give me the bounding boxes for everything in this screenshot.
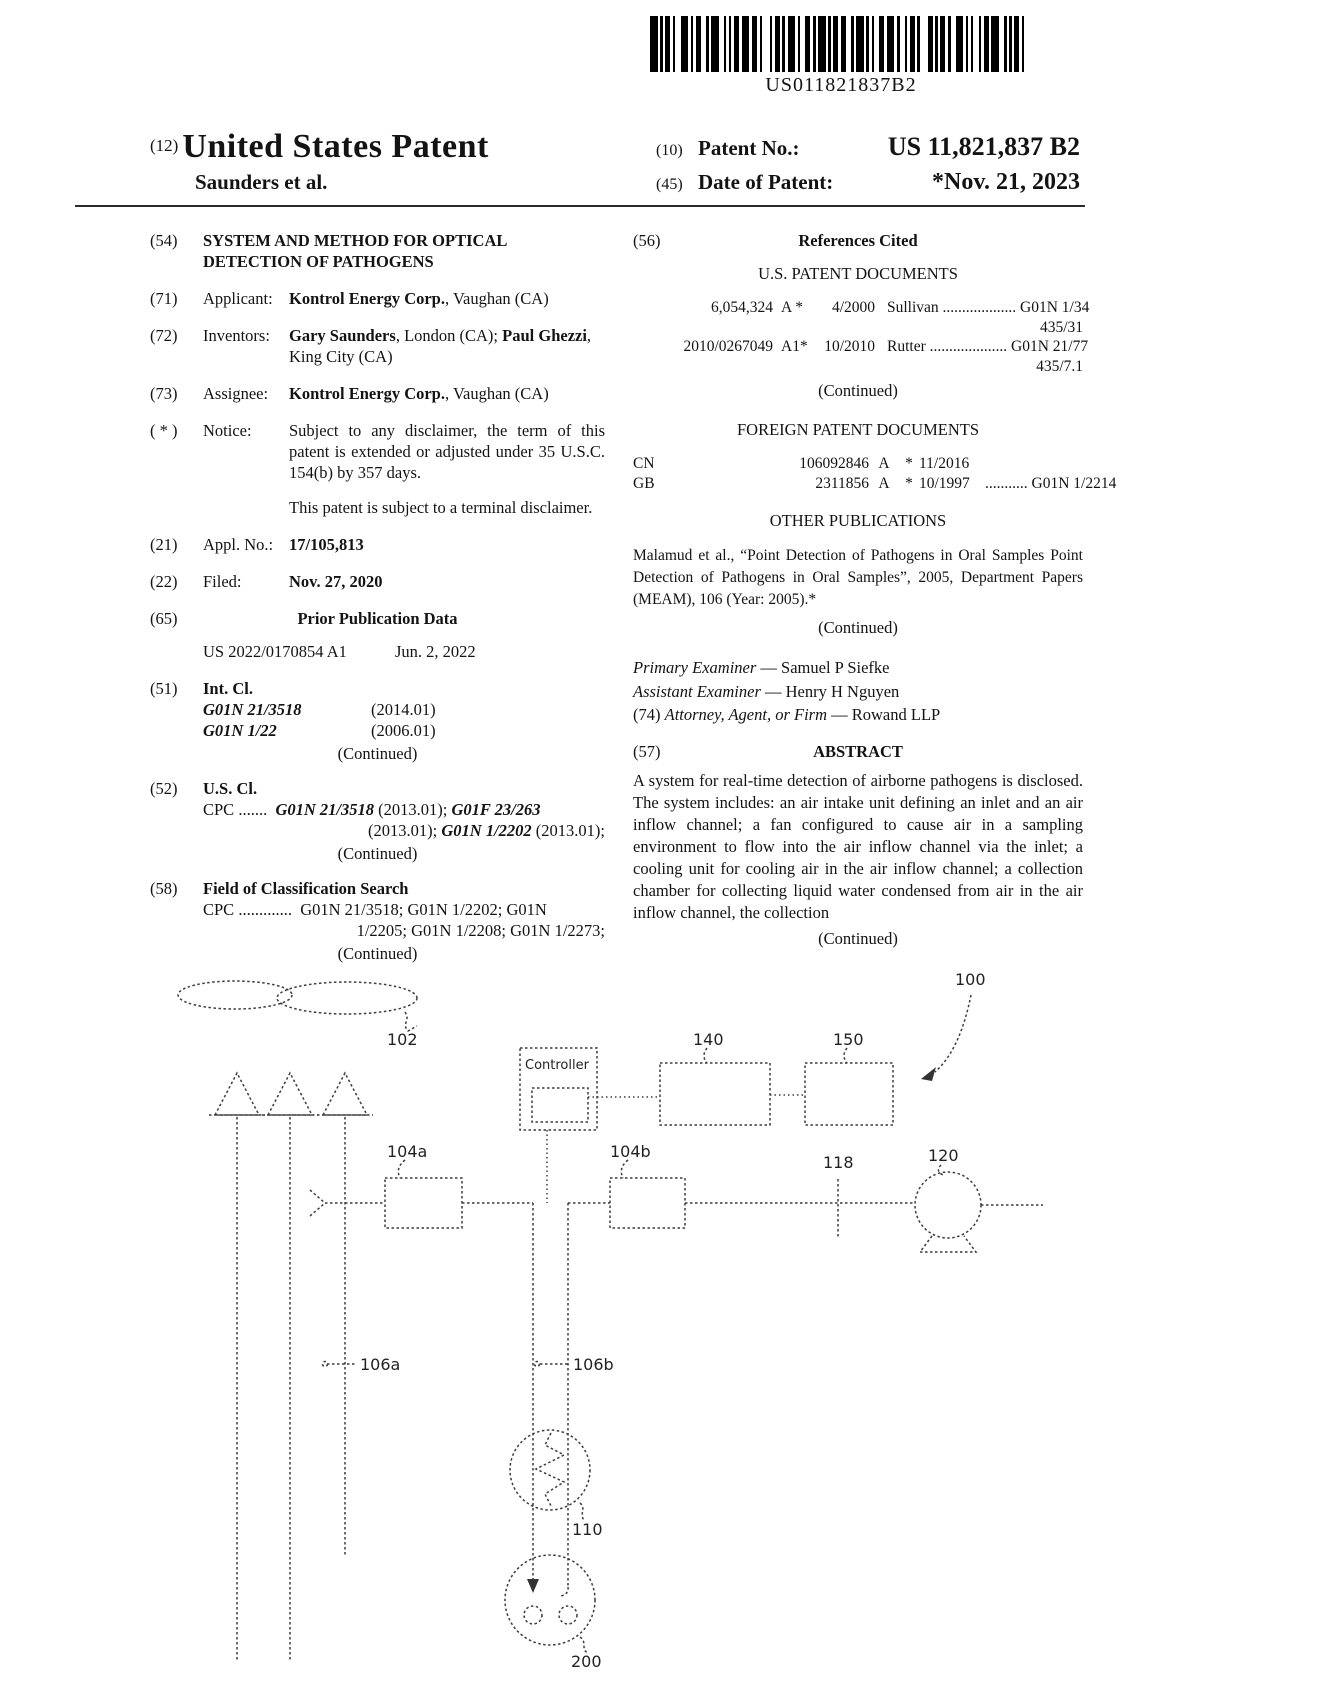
- inventor-location: , London (CA);: [395, 326, 503, 345]
- class-code: G01N 21/3518: [203, 700, 302, 719]
- assignee-label: Assignee:: [203, 384, 269, 403]
- patent-date-label: Date of Patent:: [698, 170, 834, 194]
- field-21-appl-no: [150, 534, 605, 555]
- inventor-location: , King City (CA): [289, 326, 592, 366]
- cpc-label: CPC: [203, 900, 235, 919]
- continued-marker: (Continued): [818, 928, 898, 948]
- references-cited-heading: References Cited: [798, 231, 918, 250]
- applicant-name: Kontrol Energy Corp.: [289, 289, 445, 308]
- component-box-140: [660, 1063, 770, 1125]
- arrowhead-100: [921, 1067, 936, 1081]
- foreign-patent-documents-table: [633, 454, 1117, 494]
- field-number: (52): [150, 779, 178, 798]
- doc-class: G01N 21/77: [1011, 338, 1089, 355]
- field-51-int-cl: [150, 678, 605, 699]
- attorney-line: [633, 703, 1083, 727]
- continued-marker: (Continued): [818, 618, 898, 637]
- doc-number: 6,054,324: [711, 299, 773, 316]
- class-year: (2006.01): [371, 721, 436, 740]
- us-cl-cpc-line-2: [203, 820, 605, 841]
- continued-marker: (Continued): [818, 381, 898, 400]
- leader-dots: .............: [238, 900, 292, 919]
- foreign-patent-row: [633, 454, 1083, 474]
- controller-label: Controller: [525, 1058, 589, 1073]
- class-code: G01N 1/22: [203, 721, 277, 740]
- field-number: (71): [150, 289, 178, 308]
- leader-104a: [398, 1160, 405, 1178]
- continued-marker: (Continued): [337, 944, 418, 963]
- field-number: (58): [150, 879, 178, 898]
- right-column: [633, 230, 1117, 963]
- field-number: ( * ): [150, 421, 178, 440]
- class-year: (2014.01): [371, 700, 436, 719]
- drain-port: [524, 1606, 542, 1624]
- field-22-filed: [150, 571, 605, 592]
- inventors-label: Inventors:: [203, 326, 270, 345]
- inventor-name: Paul Ghezzi: [502, 326, 587, 345]
- int-cl-row: [203, 720, 605, 741]
- field-number: (51): [150, 679, 178, 698]
- fan-circle-120: [915, 1172, 981, 1238]
- notice-paragraph-1: Subject to any disclaimer, the term of this patent is extended or adjusted under 35 U.S.C. 154(b) by 357 days.: [289, 421, 605, 482]
- header-right: [656, 132, 1080, 203]
- inlet-y: [310, 1190, 325, 1216]
- header-divider: [75, 205, 1085, 207]
- doc-date: 4/2000: [831, 299, 875, 316]
- country-code: GB: [633, 475, 655, 492]
- examiner-block: [633, 656, 1083, 727]
- patent-drawing: [75, 955, 1085, 1680]
- class-code: G01F 23/263: [451, 800, 541, 819]
- doc-class: G01N 1/34: [1020, 299, 1090, 316]
- other-publication-citation: Malamud et al., “Point Detection of Pathogens in Oral Samples Point Detection of Pathogens in Oral Samples”, 2005, Department Papers (MEAM), 106 (Year: 2005).*: [633, 547, 1083, 608]
- component-box-104a: [385, 1178, 462, 1228]
- field-73-assignee: [150, 383, 605, 404]
- attorney-name: — Rowand LLP: [827, 705, 941, 724]
- int-cl-heading: Int. Cl.: [203, 679, 253, 698]
- filed-value: Nov. 27, 2020: [289, 572, 383, 591]
- figure-ref-104b: 104b: [610, 1142, 651, 1161]
- doc-kind: A1*: [781, 338, 808, 355]
- cpc-label: CPC: [203, 800, 235, 819]
- leader-110: [580, 1503, 585, 1521]
- cloud-shape: [277, 982, 417, 1014]
- doc-class: G01N 1/2214: [1031, 475, 1117, 492]
- field-search-line-2: 1/2205; G01N 1/2208; G01N 1/2273;: [356, 921, 605, 940]
- notice-paragraph-2: This patent is subject to a terminal disclaimer.: [289, 498, 593, 517]
- field-56-references: [633, 230, 1083, 251]
- barcode-block: [598, 16, 1084, 97]
- arrowhead-into-200: [527, 1579, 539, 1593]
- prior-publication-heading: Prior Publication Data: [297, 609, 458, 628]
- leader-106a-dot: [323, 1362, 328, 1367]
- leader-100: [935, 995, 971, 1072]
- pipe-right: [568, 1203, 1043, 1205]
- class-code: G01N 1/2202: [441, 821, 532, 840]
- doc-inventor: Rutter: [887, 338, 926, 355]
- doc-date: 11/2016: [919, 455, 970, 472]
- doc-inventor: Sullivan: [887, 299, 939, 316]
- doc-kind: A: [878, 455, 890, 472]
- class-year: (2013.01);: [531, 821, 605, 840]
- leader-dots: ...................: [942, 299, 1017, 316]
- primary-examiner-name: — Samuel P Siefke: [756, 658, 890, 677]
- foreign-patent-documents-heading: FOREIGN PATENT DOCUMENTS: [736, 420, 980, 439]
- field-number: (65): [150, 609, 178, 628]
- filed-label: Filed:: [203, 572, 242, 591]
- prior-publication-number: US 2022/0170854 A1: [203, 642, 347, 661]
- drain-port: [559, 1606, 577, 1624]
- us-patent-documents-table: [633, 298, 1090, 376]
- component-box-150: [805, 1063, 893, 1125]
- doc-number: 2311856: [815, 475, 869, 492]
- field-search-line-1: [203, 899, 605, 920]
- doc-date: 10/1997: [919, 475, 970, 492]
- header-left: [150, 128, 489, 195]
- field-number: (57): [633, 741, 661, 761]
- leader-102: [405, 1012, 417, 1031]
- appl-no-value: 17/105,813: [289, 535, 364, 554]
- continued-marker: (Continued): [337, 744, 418, 763]
- attorney-label: Attorney, Agent, or Firm: [664, 705, 828, 724]
- applicant-label: Applicant:: [203, 289, 273, 308]
- field-number: (56): [633, 231, 661, 250]
- field-52-us-cl: [150, 778, 605, 799]
- field-number: (10): [656, 142, 683, 159]
- leader-150: [844, 1048, 847, 1063]
- patent-number-row: [656, 132, 1080, 162]
- abstract-heading: ABSTRACT: [813, 741, 903, 761]
- document-title: United States Patent: [182, 128, 489, 165]
- leader-200: [580, 1637, 588, 1653]
- us-patent-row: [633, 298, 1090, 318]
- inventor-name: Gary Saunders: [289, 326, 396, 345]
- class-code: G01N 21/3518: [275, 800, 374, 819]
- other-publications-heading: OTHER PUBLICATIONS: [769, 511, 947, 530]
- appl-no-label: Appl. No.:: [203, 535, 274, 554]
- us-cl-cpc-line-1: [203, 799, 605, 820]
- notice-label: Notice:: [203, 421, 252, 440]
- field-number: (73): [150, 384, 178, 403]
- figure-ref-106a: 106a: [360, 1355, 401, 1374]
- field-number: (45): [656, 176, 683, 193]
- field-search-heading: Field of Classification Search: [203, 879, 409, 898]
- patent-date-row: [656, 169, 1080, 196]
- assistant-examiner-label: Assistant Examiner: [633, 681, 761, 701]
- patent-date-value: *Nov. 21, 2023: [931, 169, 1080, 195]
- air-intake-arrows: [209, 1073, 373, 1660]
- doc-number: 2010/0267049: [683, 338, 773, 355]
- cooling-coil-zigzag: [536, 1433, 564, 1506]
- figure-ref-110: 110: [572, 1520, 603, 1539]
- field-58-classification-search: [150, 878, 605, 899]
- star-marker: *: [905, 455, 913, 472]
- collection-chamber-circle-200: [505, 1555, 595, 1645]
- field-number: (74): [633, 705, 661, 724]
- primary-examiner-label: Primary Examiner: [633, 658, 757, 677]
- invention-title: SYSTEM AND METHOD FOR OPTICAL DETECTION OF PATHOGENS: [203, 231, 507, 271]
- class-year: (2013.01);: [373, 800, 452, 819]
- patent-number-label: Patent No.:: [698, 136, 800, 160]
- leader-dots: ...........: [985, 475, 1028, 492]
- figure-ref-140: 140: [693, 1030, 724, 1049]
- assistant-examiner-line: [633, 680, 1083, 704]
- assignee-name: Kontrol Energy Corp.: [289, 384, 445, 403]
- channel-end-hook: [561, 1587, 568, 1596]
- doc-date: 10/2010: [824, 338, 875, 355]
- field-65-prior-publication: [150, 608, 605, 629]
- leader-dots: ....................: [929, 338, 1008, 355]
- cooling-unit-circle-110: [510, 1430, 590, 1510]
- field-number: (54): [150, 231, 178, 250]
- applicant-location: , Vaughan (CA): [445, 289, 549, 308]
- doc-kind: A *: [781, 299, 803, 316]
- us-patent-row: [633, 337, 1089, 357]
- field-number: (22): [150, 572, 178, 591]
- us-patent-documents-heading: U.S. PATENT DOCUMENTS: [758, 264, 958, 283]
- barcode: [598, 16, 1084, 72]
- inventor-line: Saunders et al.: [195, 170, 328, 194]
- figure-ref-102: 102: [387, 1030, 418, 1049]
- doc-class-2: 435/31: [1039, 318, 1083, 336]
- field-number: (72): [150, 326, 178, 345]
- us-cl-heading: U.S. Cl.: [203, 779, 258, 798]
- field-57-abstract: [633, 741, 1083, 762]
- assignee-location: , Vaughan (CA): [445, 384, 549, 403]
- figure-ref-106b: 106b: [573, 1355, 614, 1374]
- foreign-patent-row: [633, 474, 1117, 494]
- cloud-shape: [178, 981, 292, 1009]
- primary-examiner-line: [633, 656, 1083, 680]
- figure-ref-150: 150: [833, 1030, 864, 1049]
- leader-104b: [621, 1160, 628, 1178]
- figure-ref-118: 118: [823, 1153, 854, 1172]
- barcode-text: US011821837B2: [765, 74, 917, 96]
- figure-ref-200: 200: [571, 1652, 602, 1671]
- field-71-applicant: [150, 288, 605, 309]
- field-notice: [150, 420, 605, 518]
- prior-publication-date: Jun. 2, 2022: [394, 642, 476, 661]
- abstract-text: A system for real-time detection of airborne pathogens is disclosed. The system includes: an air intake unit defining an inlet and an air inflow channel; a fan configured to cause air in a sampling environment to flow into the air inflow channel via the inlet; a cooling unit for cooling air in the air inflow channel; a collection chamber for collecting liquid water condensed from air in the air inflow channel, the collection: [633, 770, 1083, 922]
- controller-inner-box: [532, 1088, 588, 1122]
- figure-ref-120: 120: [928, 1146, 959, 1165]
- continued-marker: (Continued): [337, 844, 418, 863]
- country-code: CN: [633, 455, 655, 472]
- leader-140: [704, 1048, 707, 1063]
- field-54-title: [150, 230, 605, 272]
- figure-ref-104a: 104a: [387, 1142, 428, 1161]
- leader-106b-dot: [535, 1362, 540, 1367]
- left-column: [150, 230, 605, 978]
- star-marker: *: [905, 475, 913, 492]
- class-year: (2013.01);: [368, 821, 442, 840]
- leader-dots: .......: [238, 800, 268, 819]
- doc-class-2: 435/7.1: [1036, 357, 1083, 375]
- field-number: (21): [150, 535, 178, 554]
- prior-publication-row: [203, 641, 605, 662]
- doc-kind: A: [878, 475, 890, 492]
- figure-ref-100: 100: [955, 970, 986, 989]
- component-box-104b: [610, 1178, 685, 1228]
- int-cl-row: [203, 699, 605, 720]
- class-list: G01N 21/3518; G01N 1/2202; G01N: [300, 900, 547, 919]
- kind-code-number: (12): [150, 136, 179, 155]
- patent-number-value: US 11,821,837 B2: [887, 132, 1080, 161]
- field-72-inventors: [150, 325, 605, 367]
- doc-number: 106092846: [799, 455, 869, 472]
- assistant-examiner-name: — Henry H Nguyen: [760, 681, 900, 701]
